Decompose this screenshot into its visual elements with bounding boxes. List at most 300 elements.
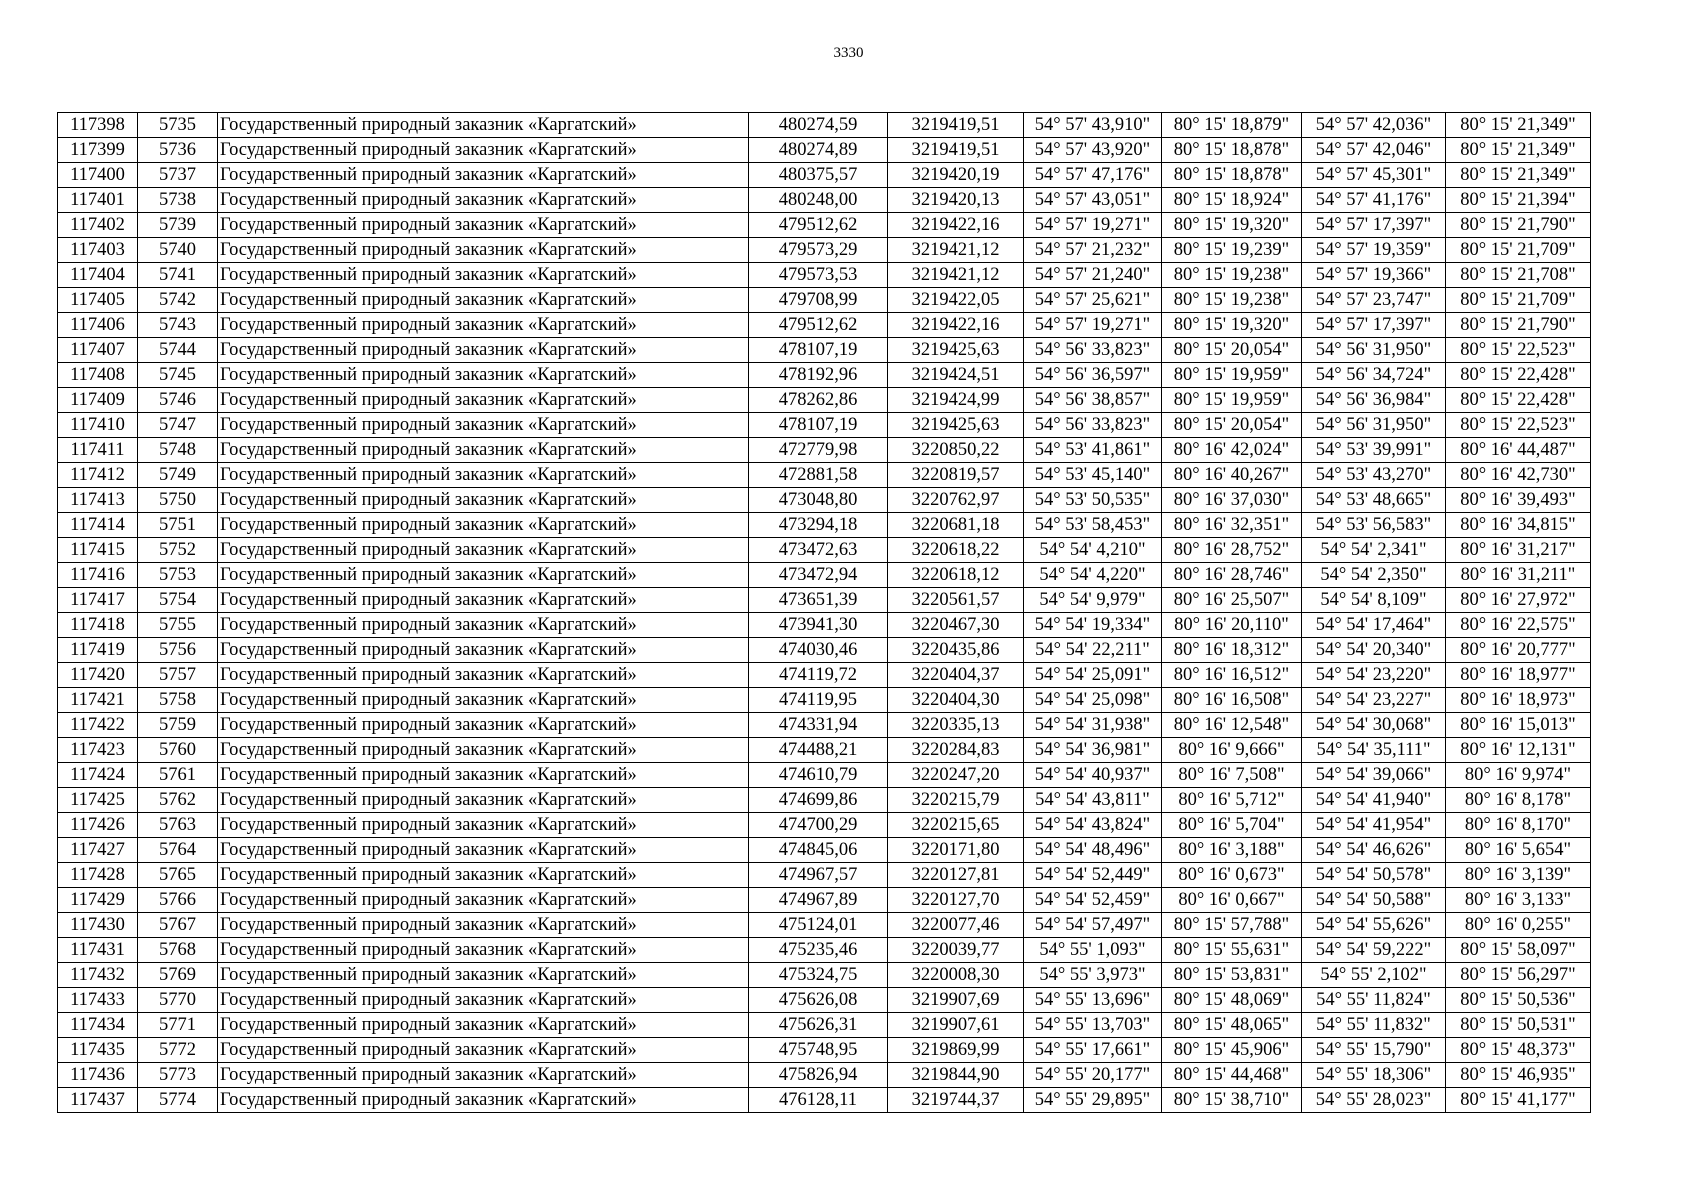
longitude-2-cell: 80° 15' 22,428" [1446,363,1591,388]
coord-x-cell: 475826,94 [749,1063,888,1088]
point-number-cell: 5749 [138,463,218,488]
point-number-cell: 5763 [138,813,218,838]
coord-x-cell: 474331,94 [749,713,888,738]
coord-x-cell: 474700,29 [749,813,888,838]
latitude-2-cell: 54° 57' 42,036" [1302,113,1446,138]
record-id-cell: 117409 [58,388,138,413]
point-number-cell: 5748 [138,438,218,463]
longitude-1-cell: 80° 15' 19,959" [1162,363,1302,388]
longitude-1-cell: 80° 16' 37,030" [1162,488,1302,513]
longitude-2-cell: 80° 16' 5,654" [1446,838,1591,863]
longitude-1-cell: 80° 15' 18,924" [1162,188,1302,213]
object-name-cell: Государственный природный заказник «Каргатский» [218,563,749,588]
point-number-cell: 5759 [138,713,218,738]
longitude-2-cell: 80° 16' 39,493" [1446,488,1591,513]
longitude-1-cell: 80° 16' 16,508" [1162,688,1302,713]
record-id-cell: 117398 [58,113,138,138]
longitude-1-cell: 80° 16' 12,548" [1162,713,1302,738]
table-row [58,538,1591,563]
longitude-2-cell: 80° 16' 20,777" [1446,638,1591,663]
coord-x-cell: 480274,89 [749,138,888,163]
coord-y-cell: 3219744,37 [888,1088,1024,1113]
table-row [58,413,1591,438]
latitude-1-cell: 54° 54' 52,449" [1024,863,1162,888]
object-name-cell: Государственный природный заказник «Каргатский» [218,913,749,938]
point-number-cell: 5754 [138,588,218,613]
point-number-cell: 5741 [138,263,218,288]
table-row [58,288,1591,313]
latitude-2-cell: 54° 54' 50,578" [1302,863,1446,888]
object-name-cell: Государственный природный заказник «Каргатский» [218,988,749,1013]
point-number-cell: 5737 [138,163,218,188]
table-row [58,188,1591,213]
longitude-1-cell: 80° 16' 32,351" [1162,513,1302,538]
point-number-cell: 5739 [138,213,218,238]
object-name-cell: Государственный природный заказник «Каргатский» [218,513,749,538]
latitude-2-cell: 54° 55' 11,832" [1302,1013,1446,1038]
record-id-cell: 117407 [58,338,138,363]
latitude-1-cell: 54° 54' 57,497" [1024,913,1162,938]
table-row [58,363,1591,388]
table-row [58,838,1591,863]
latitude-1-cell: 54° 56' 33,823" [1024,413,1162,438]
coord-x-cell: 475748,95 [749,1038,888,1063]
coord-x-cell: 474030,46 [749,638,888,663]
coord-x-cell: 479573,29 [749,238,888,263]
latitude-1-cell: 54° 57' 47,176" [1024,163,1162,188]
longitude-1-cell: 80° 15' 19,320" [1162,313,1302,338]
latitude-2-cell: 54° 54' 39,066" [1302,763,1446,788]
latitude-1-cell: 54° 57' 21,232" [1024,238,1162,263]
latitude-1-cell: 54° 54' 4,220" [1024,563,1162,588]
record-id-cell: 117422 [58,713,138,738]
object-name-cell: Государственный природный заказник «Каргатский» [218,788,749,813]
coord-x-cell: 473941,30 [749,613,888,638]
object-name-cell: Государственный природный заказник «Каргатский» [218,413,749,438]
point-number-cell: 5750 [138,488,218,513]
record-id-cell: 117404 [58,263,138,288]
table-row [58,663,1591,688]
latitude-1-cell: 54° 53' 50,535" [1024,488,1162,513]
longitude-2-cell: 80° 16' 0,255" [1446,913,1591,938]
point-number-cell: 5766 [138,888,218,913]
longitude-2-cell: 80° 16' 31,211" [1446,563,1591,588]
latitude-2-cell: 54° 56' 31,950" [1302,413,1446,438]
coord-x-cell: 473048,80 [749,488,888,513]
record-id-cell: 117410 [58,413,138,438]
latitude-1-cell: 54° 54' 25,098" [1024,688,1162,713]
point-number-cell: 5736 [138,138,218,163]
latitude-1-cell: 54° 56' 38,857" [1024,388,1162,413]
coord-y-cell: 3219419,51 [888,138,1024,163]
longitude-1-cell: 80° 16' 25,507" [1162,588,1302,613]
longitude-1-cell: 80° 16' 20,110" [1162,613,1302,638]
latitude-2-cell: 54° 54' 23,227" [1302,688,1446,713]
longitude-2-cell: 80° 15' 50,531" [1446,1013,1591,1038]
object-name-cell: Государственный природный заказник «Каргатский» [218,688,749,713]
point-number-cell: 5755 [138,613,218,638]
latitude-2-cell: 54° 55' 28,023" [1302,1088,1446,1113]
coord-x-cell: 474967,89 [749,888,888,913]
longitude-1-cell: 80° 16' 42,024" [1162,438,1302,463]
table-row [58,138,1591,163]
longitude-1-cell: 80° 15' 57,788" [1162,913,1302,938]
point-number-cell: 5768 [138,938,218,963]
longitude-2-cell: 80° 16' 22,575" [1446,613,1591,638]
coord-x-cell: 480375,57 [749,163,888,188]
longitude-2-cell: 80° 15' 22,523" [1446,338,1591,363]
record-id-cell: 117412 [58,463,138,488]
latitude-2-cell: 54° 57' 42,046" [1302,138,1446,163]
coord-y-cell: 3220335,13 [888,713,1024,738]
longitude-2-cell: 80° 16' 9,974" [1446,763,1591,788]
latitude-1-cell: 54° 54' 25,091" [1024,663,1162,688]
latitude-1-cell: 54° 54' 40,937" [1024,763,1162,788]
longitude-1-cell: 80° 15' 45,906" [1162,1038,1302,1063]
table-row [58,863,1591,888]
table-row [58,963,1591,988]
point-number-cell: 5770 [138,988,218,1013]
object-name-cell: Государственный природный заказник «Каргатский» [218,238,749,263]
longitude-1-cell: 80° 16' 7,508" [1162,763,1302,788]
longitude-1-cell: 80° 15' 18,879" [1162,113,1302,138]
latitude-2-cell: 54° 56' 34,724" [1302,363,1446,388]
coord-y-cell: 3219907,69 [888,988,1024,1013]
latitude-2-cell: 54° 57' 17,397" [1302,213,1446,238]
latitude-1-cell: 54° 53' 58,453" [1024,513,1162,538]
latitude-2-cell: 54° 54' 41,954" [1302,813,1446,838]
coord-x-cell: 473651,39 [749,588,888,613]
coord-y-cell: 3220171,80 [888,838,1024,863]
longitude-1-cell: 80° 16' 28,752" [1162,538,1302,563]
coord-y-cell: 3219419,51 [888,113,1024,138]
coord-y-cell: 3220039,77 [888,938,1024,963]
latitude-2-cell: 54° 57' 19,359" [1302,238,1446,263]
object-name-cell: Государственный природный заказник «Каргатский» [218,113,749,138]
latitude-2-cell: 54° 54' 59,222" [1302,938,1446,963]
table-row [58,463,1591,488]
coord-y-cell: 3220618,22 [888,538,1024,563]
table-row [58,113,1591,138]
object-name-cell: Государственный природный заказник «Каргатский» [218,388,749,413]
point-number-cell: 5744 [138,338,218,363]
latitude-1-cell: 54° 53' 45,140" [1024,463,1162,488]
record-id-cell: 117426 [58,813,138,838]
coord-y-cell: 3220618,12 [888,563,1024,588]
coord-y-cell: 3219424,99 [888,388,1024,413]
coord-x-cell: 480248,00 [749,188,888,213]
object-name-cell: Государственный природный заказник «Каргатский» [218,138,749,163]
object-name-cell: Государственный природный заказник «Каргатский» [218,713,749,738]
point-number-cell: 5769 [138,963,218,988]
longitude-2-cell: 80° 15' 48,373" [1446,1038,1591,1063]
page-number: 3330 [833,45,864,61]
point-number-cell: 5742 [138,288,218,313]
coord-x-cell: 475235,46 [749,938,888,963]
longitude-1-cell: 80° 15' 19,238" [1162,263,1302,288]
object-name-cell: Государственный природный заказник «Каргатский» [218,588,749,613]
coord-x-cell: 478107,19 [749,413,888,438]
latitude-2-cell: 54° 55' 2,102" [1302,963,1446,988]
object-name-cell: Государственный природный заказник «Каргатский» [218,488,749,513]
table-row [58,1038,1591,1063]
table-row [58,438,1591,463]
record-id-cell: 117408 [58,363,138,388]
latitude-2-cell: 54° 54' 2,341" [1302,538,1446,563]
point-number-cell: 5746 [138,388,218,413]
coord-x-cell: 473472,63 [749,538,888,563]
table-row [58,738,1591,763]
latitude-2-cell: 54° 56' 36,984" [1302,388,1446,413]
latitude-2-cell: 54° 53' 56,583" [1302,513,1446,538]
point-number-cell: 5772 [138,1038,218,1063]
record-id-cell: 117419 [58,638,138,663]
object-name-cell: Государственный природный заказник «Каргатский» [218,1038,749,1063]
longitude-2-cell: 80° 15' 21,790" [1446,213,1591,238]
latitude-1-cell: 54° 54' 36,981" [1024,738,1162,763]
longitude-1-cell: 80° 15' 48,065" [1162,1013,1302,1038]
object-name-cell: Государственный природный заказник «Каргатский» [218,813,749,838]
table-row [58,713,1591,738]
longitude-2-cell: 80° 15' 22,523" [1446,413,1591,438]
record-id-cell: 117417 [58,588,138,613]
table-row [58,263,1591,288]
latitude-2-cell: 54° 54' 35,111" [1302,738,1446,763]
longitude-1-cell: 80° 15' 19,238" [1162,288,1302,313]
longitude-2-cell: 80° 15' 21,708" [1446,263,1591,288]
longitude-1-cell: 80° 15' 53,831" [1162,963,1302,988]
latitude-2-cell: 54° 54' 50,588" [1302,888,1446,913]
longitude-2-cell: 80° 16' 27,972" [1446,588,1591,613]
point-number-cell: 5735 [138,113,218,138]
longitude-2-cell: 80° 16' 15,013" [1446,713,1591,738]
table-row [58,238,1591,263]
latitude-1-cell: 54° 55' 13,703" [1024,1013,1162,1038]
latitude-1-cell: 54° 55' 3,973" [1024,963,1162,988]
latitude-1-cell: 54° 55' 29,895" [1024,1088,1162,1113]
longitude-2-cell: 80° 16' 3,139" [1446,863,1591,888]
coord-y-cell: 3220819,57 [888,463,1024,488]
coord-x-cell: 479708,99 [749,288,888,313]
longitude-1-cell: 80° 16' 0,667" [1162,888,1302,913]
latitude-1-cell: 54° 55' 13,696" [1024,988,1162,1013]
latitude-1-cell: 54° 57' 21,240" [1024,263,1162,288]
latitude-2-cell: 54° 57' 19,366" [1302,263,1446,288]
latitude-2-cell: 54° 54' 2,350" [1302,563,1446,588]
object-name-cell: Государственный природный заказник «Каргатский» [218,838,749,863]
coord-y-cell: 3219421,12 [888,238,1024,263]
coord-x-cell: 472779,98 [749,438,888,463]
coord-x-cell: 479512,62 [749,213,888,238]
record-id-cell: 117403 [58,238,138,263]
coord-y-cell: 3219425,63 [888,338,1024,363]
coord-y-cell: 3219422,16 [888,213,1024,238]
object-name-cell: Государственный природный заказник «Каргатский» [218,963,749,988]
record-id-cell: 117418 [58,613,138,638]
object-name-cell: Государственный природный заказник «Каргатский» [218,313,749,338]
longitude-1-cell: 80° 16' 5,712" [1162,788,1302,813]
record-id-cell: 117420 [58,663,138,688]
coord-y-cell: 3220127,81 [888,863,1024,888]
record-id-cell: 117413 [58,488,138,513]
longitude-2-cell: 80° 15' 58,097" [1446,938,1591,963]
record-id-cell: 117437 [58,1088,138,1113]
latitude-1-cell: 54° 53' 41,861" [1024,438,1162,463]
latitude-1-cell: 54° 54' 52,459" [1024,888,1162,913]
latitude-1-cell: 54° 57' 43,910" [1024,113,1162,138]
coord-x-cell: 478262,86 [749,388,888,413]
table-row [58,213,1591,238]
point-number-cell: 5765 [138,863,218,888]
table-row [58,513,1591,538]
coord-y-cell: 3219869,99 [888,1038,1024,1063]
latitude-1-cell: 54° 55' 1,093" [1024,938,1162,963]
latitude-2-cell: 54° 54' 20,340" [1302,638,1446,663]
coord-y-cell: 3219422,16 [888,313,1024,338]
latitude-2-cell: 54° 54' 23,220" [1302,663,1446,688]
longitude-2-cell: 80° 16' 34,815" [1446,513,1591,538]
object-name-cell: Государственный природный заказник «Каргатский» [218,1063,749,1088]
latitude-1-cell: 54° 54' 9,979" [1024,588,1162,613]
point-number-cell: 5774 [138,1088,218,1113]
coord-x-cell: 475626,31 [749,1013,888,1038]
longitude-1-cell: 80° 15' 44,468" [1162,1063,1302,1088]
object-name-cell: Государственный природный заказник «Каргатский» [218,338,749,363]
table-row [58,1063,1591,1088]
latitude-2-cell: 54° 54' 46,626" [1302,838,1446,863]
longitude-1-cell: 80° 16' 40,267" [1162,463,1302,488]
longitude-1-cell: 80° 15' 48,069" [1162,988,1302,1013]
table-body [58,113,1591,1113]
point-number-cell: 5760 [138,738,218,763]
record-id-cell: 117401 [58,188,138,213]
coord-x-cell: 474967,57 [749,863,888,888]
coord-x-cell: 474845,06 [749,838,888,863]
coord-x-cell: 475626,08 [749,988,888,1013]
latitude-2-cell: 54° 54' 30,068" [1302,713,1446,738]
longitude-1-cell: 80° 16' 28,746" [1162,563,1302,588]
coord-x-cell: 473294,18 [749,513,888,538]
coord-y-cell: 3220435,86 [888,638,1024,663]
latitude-2-cell: 54° 55' 18,306" [1302,1063,1446,1088]
record-id-cell: 117416 [58,563,138,588]
latitude-1-cell: 54° 54' 43,811" [1024,788,1162,813]
object-name-cell: Государственный природный заказник «Каргатский» [218,363,749,388]
longitude-2-cell: 80° 16' 42,730" [1446,463,1591,488]
latitude-2-cell: 54° 57' 45,301" [1302,163,1446,188]
point-number-cell: 5758 [138,688,218,713]
coord-y-cell: 3220077,46 [888,913,1024,938]
record-id-cell: 117399 [58,138,138,163]
longitude-2-cell: 80° 15' 41,177" [1446,1088,1591,1113]
longitude-1-cell: 80° 15' 19,320" [1162,213,1302,238]
longitude-2-cell: 80° 16' 8,170" [1446,813,1591,838]
longitude-2-cell: 80° 15' 46,935" [1446,1063,1591,1088]
coord-y-cell: 3219425,63 [888,413,1024,438]
longitude-1-cell: 80° 16' 0,673" [1162,863,1302,888]
table-row [58,338,1591,363]
latitude-1-cell: 54° 57' 43,051" [1024,188,1162,213]
latitude-1-cell: 54° 54' 43,824" [1024,813,1162,838]
latitude-2-cell: 54° 54' 41,940" [1302,788,1446,813]
point-number-cell: 5743 [138,313,218,338]
latitude-1-cell: 54° 54' 48,496" [1024,838,1162,863]
record-id-cell: 117411 [58,438,138,463]
object-name-cell: Государственный природный заказник «Каргатский» [218,613,749,638]
object-name-cell: Государственный природный заказник «Каргатский» [218,438,749,463]
longitude-2-cell: 80° 15' 50,536" [1446,988,1591,1013]
longitude-1-cell: 80° 16' 18,312" [1162,638,1302,663]
longitude-2-cell: 80° 16' 18,977" [1446,663,1591,688]
record-id-cell: 117436 [58,1063,138,1088]
latitude-1-cell: 54° 57' 19,271" [1024,313,1162,338]
longitude-2-cell: 80° 15' 21,709" [1446,288,1591,313]
table-row [58,1088,1591,1113]
object-name-cell: Государственный природный заказник «Каргатский» [218,663,749,688]
object-name-cell: Государственный природный заказник «Каргатский» [218,163,749,188]
record-id-cell: 117431 [58,938,138,963]
record-id-cell: 117432 [58,963,138,988]
latitude-1-cell: 54° 54' 4,210" [1024,538,1162,563]
latitude-1-cell: 54° 54' 19,334" [1024,613,1162,638]
object-name-cell: Государственный природный заказник «Каргатский» [218,463,749,488]
coord-x-cell: 476128,11 [749,1088,888,1113]
coord-y-cell: 3220762,97 [888,488,1024,513]
record-id-cell: 117428 [58,863,138,888]
longitude-2-cell: 80° 15' 21,709" [1446,238,1591,263]
coord-y-cell: 3220467,30 [888,613,1024,638]
longitude-2-cell: 80° 15' 21,790" [1446,313,1591,338]
longitude-2-cell: 80° 15' 56,297" [1446,963,1591,988]
coordinates-table [57,112,1591,1113]
coord-y-cell: 3220850,22 [888,438,1024,463]
record-id-cell: 117430 [58,913,138,938]
coord-y-cell: 3219421,12 [888,263,1024,288]
object-name-cell: Государственный природный заказник «Каргатский» [218,938,749,963]
coord-y-cell: 3220247,20 [888,763,1024,788]
coord-x-cell: 474488,21 [749,738,888,763]
coord-x-cell: 478192,96 [749,363,888,388]
record-id-cell: 117415 [58,538,138,563]
longitude-2-cell: 80° 16' 18,973" [1446,688,1591,713]
longitude-1-cell: 80° 15' 19,239" [1162,238,1302,263]
coord-x-cell: 474119,72 [749,663,888,688]
point-number-cell: 5764 [138,838,218,863]
object-name-cell: Государственный природный заказник «Каргатский» [218,263,749,288]
table-row [58,613,1591,638]
longitude-1-cell: 80° 15' 18,878" [1162,163,1302,188]
latitude-2-cell: 54° 57' 17,397" [1302,313,1446,338]
coord-y-cell: 3219420,13 [888,188,1024,213]
coord-y-cell: 3220127,70 [888,888,1024,913]
table-row [58,638,1591,663]
record-id-cell: 117424 [58,763,138,788]
latitude-1-cell: 54° 55' 20,177" [1024,1063,1162,1088]
table-row [58,388,1591,413]
coord-x-cell: 472881,58 [749,463,888,488]
object-name-cell: Государственный природный заказник «Каргатский» [218,1088,749,1113]
latitude-2-cell: 54° 56' 31,950" [1302,338,1446,363]
coord-y-cell: 3220404,30 [888,688,1024,713]
coord-y-cell: 3220008,30 [888,963,1024,988]
object-name-cell: Государственный природный заказник «Каргатский» [218,538,749,563]
object-name-cell: Государственный природный заказник «Каргатский» [218,738,749,763]
object-name-cell: Государственный природный заказник «Каргатский» [218,863,749,888]
point-number-cell: 5762 [138,788,218,813]
latitude-1-cell: 54° 54' 31,938" [1024,713,1162,738]
longitude-2-cell: 80° 16' 31,217" [1446,538,1591,563]
longitude-2-cell: 80° 15' 22,428" [1446,388,1591,413]
